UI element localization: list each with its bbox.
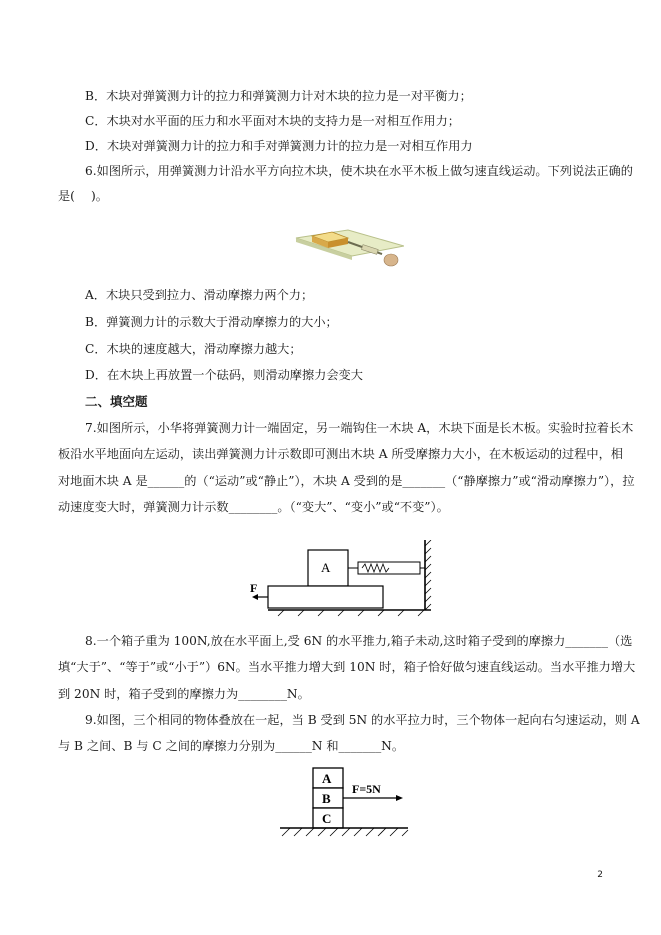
block-a-label: A <box>321 560 331 575</box>
option-c2-line: C．木块的速度越大，滑动摩擦力越大； <box>85 342 302 356</box>
question-7-line-2: 板沿水平地面向左运动，读出弹簧测力计示数即可测出木块 A 所受摩擦力大小，在木板运动的过程中，相 <box>58 447 623 461</box>
long-board <box>268 586 383 608</box>
question-8-line-1: 8.一个箱子重为 100N,放在水平面上,受 6N 的水平推力,箱子未动,这时箱子受到的摩擦力_______（选 <box>85 634 633 648</box>
figure-block-spring-scale <box>292 218 404 276</box>
option-b2-line: B．弹簧测力计的示数大于滑动摩擦力的大小； <box>85 315 338 329</box>
question-6-line-2: 是( )。 <box>58 189 108 203</box>
force-label: F <box>250 581 258 595</box>
question-7-line-1: 7.如图所示，小华将弹簧测力计一端固定，另一端钩住一木块 A，木块下面是长木板。实验时拉着长木 <box>85 421 634 435</box>
force-label: F=5N <box>352 782 381 796</box>
option-d2-line: D．在木块上再放置一个砝码，则滑动摩擦力会变大 <box>85 368 363 382</box>
question-8-line-3: 到 20N 时，箱子受到的摩擦力为________N。 <box>58 687 310 701</box>
block-label-b: B <box>322 791 331 806</box>
question-6-line-1: 6.如图所示，用弹簧测力计沿水平方向拉木块，使木块在水平木板上做匀速直线运动。下列说法正确的 <box>85 164 633 178</box>
option-b-line: B．木块对弹簧测力计的拉力和弹簧测力计对木块的拉力是一对平衡力； <box>85 89 472 103</box>
question-9-line-2: 与 B 之间、B 与 C 之间的摩擦力分别为______N 和_______N。 <box>58 739 405 753</box>
block-label-a: A <box>322 771 332 786</box>
option-a-line: A．木块只受到拉力、滑动摩擦力两个力； <box>85 288 314 302</box>
page-number: 2 <box>597 870 603 880</box>
question-9-line-1: 9.如图，三个相同的物体叠放在一起，当 B 受到 5N 的水平拉力时，三个物体一起向右匀速运动，则 A <box>85 713 640 727</box>
block-label-c: C <box>322 811 332 826</box>
question-7-line-4: 动速度变大时，弹簧测力计示数________。（“变大”、“变小”或“不变”）。 <box>58 500 449 514</box>
figure-stacked-blocks <box>276 764 412 842</box>
figure-board-block-a <box>248 540 433 618</box>
section-heading: 二、填空题 <box>85 394 148 409</box>
option-d-line: D．木块对弹簧测力计的拉力和手对弹簧测力计的拉力是一对相互作用力 <box>85 139 473 153</box>
question-7-line-3: 对地面木块 A 是______的（“运动”或“静止”），木块 A 受到的是_______（“静摩擦力”或“滑动摩擦力”），拉 <box>58 474 635 488</box>
option-c-line: C．木块对水平面的压力和水平面对木块的支持力是一对相互作用力； <box>85 114 460 128</box>
question-8-line-2: 填“大于”、“等于”或“小于”）6N。当水平推力增大到 10N 时，箱子恰好做匀速直线运动。当水平推力增大 <box>58 660 636 674</box>
